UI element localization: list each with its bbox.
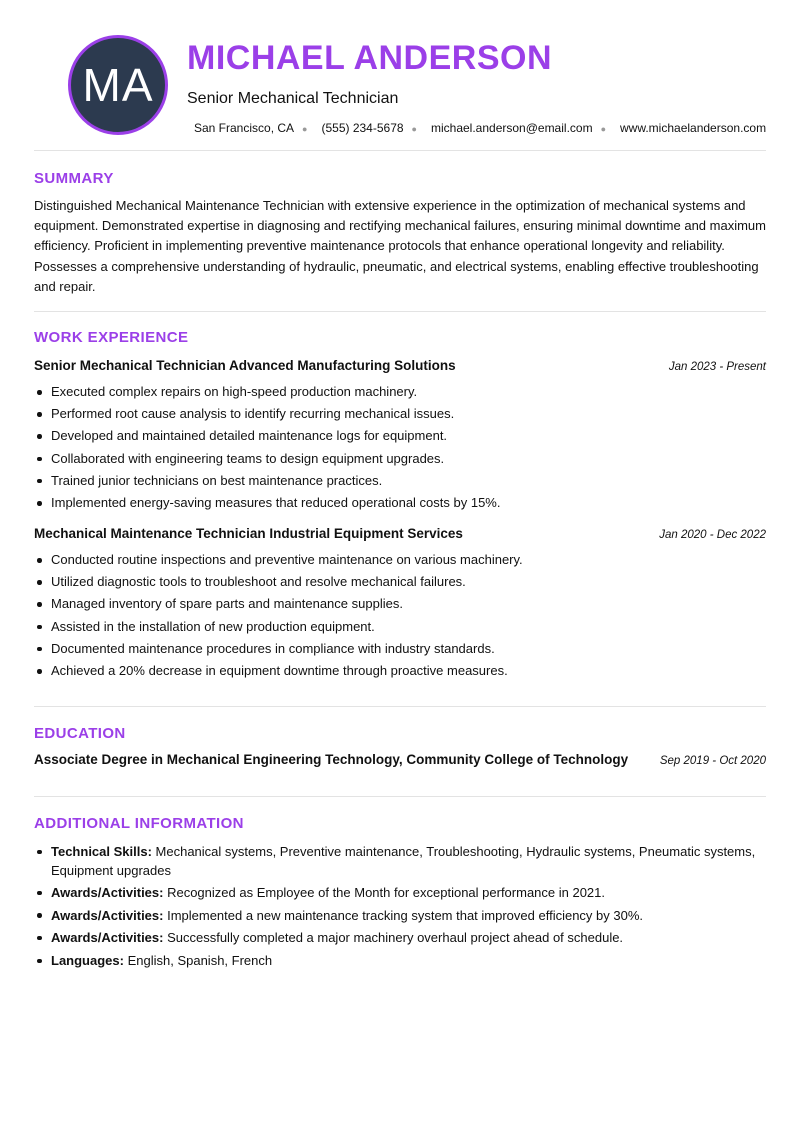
divider: [34, 150, 766, 151]
contact-email: michael.anderson@email.com: [430, 121, 593, 135]
list-item: [51, 928, 785, 947]
divider: [34, 311, 766, 312]
list-item: Documented maintenance procedures in compliance with industry standards.: [51, 638, 791, 660]
contact-phone: (555) 234-5678: [321, 121, 404, 135]
job-title: Mechanical Maintenance Technician Industrial Equipment Services: [34, 526, 463, 541]
candidate-title: Senior Mechanical Technician: [187, 90, 399, 107]
list-item: [51, 883, 785, 902]
job-header: [34, 526, 766, 541]
candidate-name: MICHAEL ANDERSON: [187, 39, 553, 77]
list-item: Performed root cause analysis to identify recurring mechanical issues.: [51, 403, 791, 425]
info-label: Awards/Activities:: [51, 885, 164, 901]
list-item: Implemented energy-saving measures that reduced operational costs by 15%.: [51, 492, 791, 514]
job-dates: Jan 2020 - Dec 2022: [659, 529, 766, 541]
list-item: Utilized diagnostic tools to troubleshoot and resolve mechanical failures.: [51, 571, 791, 593]
contact-bar: [194, 121, 766, 135]
contact-website: www.michaelanderson.com: [620, 121, 767, 135]
summary-text: Distinguished Mechanical Maintenance Technician with extensive experience in the optimization of mechanical systems and equipment. Demonstrated expertise in diagnosing and rectifying mechanical failures, ensuring minimal downtime and maximum efficiency. Proficient in implementing preventive maintenance protocols that enhance operational longevity and reliability. Possesses a comprehensive understanding of hydraulic, pneumatic, and electrical systems, enabling effective troubleshooting and repair.: [34, 198, 766, 294]
education-dates: Sep 2019 - Oct 2020: [659, 755, 766, 767]
job-header: [34, 358, 766, 373]
avatar-initials: MA: [82, 59, 154, 111]
info-text: Implemented a new maintenance tracking system that improved efficiency by 30%.: [163, 907, 644, 923]
divider: [34, 796, 766, 797]
contact-location: San Francisco, CA: [194, 121, 295, 135]
separator-dot-icon: ●: [411, 124, 417, 134]
divider: [34, 706, 766, 707]
list-item: Achieved a 20% decrease in equipment downtime through proactive measures.: [51, 660, 791, 682]
separator-dot-icon: ●: [302, 124, 308, 134]
info-text: Recognized as Employee of the Month for exceptional performance in 2021.: [163, 885, 606, 901]
avatar: [68, 35, 168, 135]
info-text: Successfully completed a major machinery overhaul project ahead of schedule.: [163, 930, 624, 946]
job-bullets: [34, 549, 791, 682]
additional-info-heading: ADDITIONAL INFORMATION: [34, 815, 244, 832]
info-text: English, Spanish, French: [123, 953, 273, 969]
list-item: Trained junior technicians on best maintenance practices.: [51, 470, 791, 492]
list-item: Conducted routine inspections and preventive maintenance on various machinery.: [51, 549, 791, 571]
summary-heading: SUMMARY: [34, 170, 114, 187]
info-text: Mechanical systems, Preventive maintenance, Troubleshooting, Hydraulic systems, Pneumatic systems, Equipment upgrades: [51, 844, 756, 878]
list-item: Developed and maintained detailed maintenance logs for equipment.: [51, 425, 791, 447]
info-label: Awards/Activities:: [51, 930, 164, 946]
education-entry: [34, 752, 766, 767]
list-item: Managed inventory of spare parts and maintenance supplies.: [51, 593, 791, 615]
list-item: Executed complex repairs on high-speed production machinery.: [51, 381, 791, 403]
education-degree: Associate Degree in Mechanical Engineering Technology, Community College of Technology: [34, 752, 629, 767]
education-heading: EDUCATION: [34, 725, 126, 742]
resume-header: [34, 0, 766, 150]
list-item: Assisted in the installation of new production equipment.: [51, 616, 791, 638]
info-label: Awards/Activities:: [51, 907, 164, 923]
job-title: Senior Mechanical Technician Advanced Manufacturing Solutions: [34, 358, 456, 373]
list-item: [51, 842, 785, 880]
job-dates: Jan 2023 - Present: [668, 361, 766, 373]
info-label: Languages:: [51, 953, 124, 969]
list-item: [51, 951, 785, 970]
list-item: [51, 906, 785, 925]
work-experience-heading: WORK EXPERIENCE: [34, 329, 189, 346]
separator-dot-icon: ●: [600, 124, 607, 134]
additional-info-list: [34, 842, 785, 974]
list-item: Collaborated with engineering teams to design equipment upgrades.: [51, 448, 791, 470]
job-bullets: [34, 381, 791, 514]
info-label: Technical Skills:: [51, 844, 152, 859]
